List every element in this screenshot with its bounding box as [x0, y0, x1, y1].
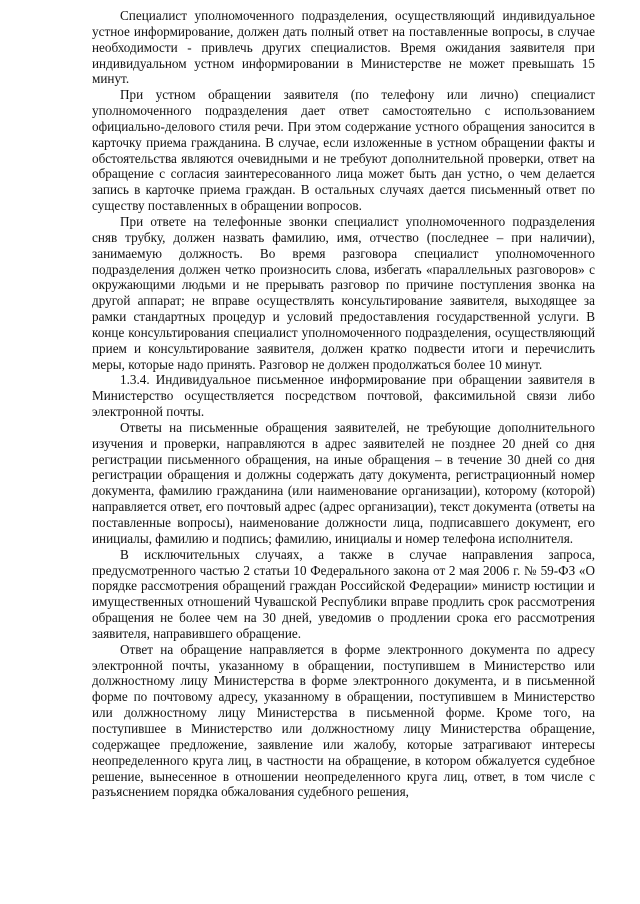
paragraph-phone-calls: При ответе на телефонные звонки специалист уполномоченного подразделения сняв трубку, должен назвать фамилию, имя, отчество (последнее – при наличии), занимаемую должность. Во время разговора специалист уполномоченного подразделения должен четко произносить слова, избегать «параллельных разговоров» с окружающими людьми и не прерывать разговор по причине поступления звонка на другой аппарат; не вправе осуществлять консультирование заявителя, выходящее за рамки стандартных процедур и условий предоставления государственной услуги. В конце консультирования специалист уполномоченного подразделения, осуществляющий прием и консультирование заявителя, должен кратко подвести итоги и перечислить меры, которые надо принять. Разговор не должен продолжаться более 10 минут.: [92, 213, 595, 372]
paragraph-oral-appeal: При устном обращении заявителя (по телефону или лично) специалист уполномоченного подразделения дает ответ самостоятельно с использованием официально-делового стиля речи. При этом содержание устного обращения заносится в карточку приема гражданина. В случае, если изложенные в устном обращении факты и обстоятельства являются очевидными и не требуют дополнительной проверки, ответ на обращение с согласия заинтересованного лица может быть дан устно, о чем делается запись в карточке приема граждан. В остальных случаях дается письменный ответ по существу поставленных в обращении вопросов.: [92, 87, 595, 214]
paragraph-individual-oral-info: Специалист уполномоченного подразделения, осуществляющий индивидуальное устное информирование, должен дать полный ответ на поставленные вопросы, в случае необходимости - привлечь других специалистов. Время ожидания заявителя при индивидуальном устном информировании в Министерстве не может превышать 15 минут.: [92, 8, 595, 87]
paragraph-written-info: 1.3.4. Индивидуальное письменное информирование при обращении заявителя в Министерство осуществляется посредством почтовой, факсимильной связи либо электронной почты.: [92, 372, 595, 420]
document-page: [92, 8, 595, 800]
paragraph-electronic-answer: Ответ на обращение направляется в форме электронного документа по адресу электронной почты, указанному в обращении, поступившем в Министерство или должностному лицу Министерства в форме электронного документа, и в письменной форме по почтовому адресу, указанному в обращении, поступившем в Министерство или должностному лицу Министерства в письменной форме. Кроме того, на поступившее в Министерство или должностному лицу Министерства обращение, содержащее предложение, заявление или жалобу, которые затрагивают интересы неопределенного круга лиц, в частности на обращение, в котором обжалуется судебное решение, вынесенное в отношении неопределенного круга лиц, ответ, в том числе с разъяснением порядка обжалования судебного решения,: [92, 641, 595, 800]
paragraph-exceptional-cases: В исключительных случаях, а также в случае направления запроса, предусмотренного частью 2 статьи 10 Федерального закона от 2 мая 2006 г. № 59-ФЗ «О порядке рассмотрения обращений граждан Российской Федерации» министр юстиции и имущественных отношений Чувашской Республики вправе продлить срок рассмотрения обращения не более чем на 30 дней, уведомив о продлении срока его рассмотрения заявителя, направившего обращение.: [92, 546, 595, 641]
paragraph-written-answers: Ответы на письменные обращения заявителей, не требующие дополнительного изучения и проверки, направляются в адрес заявителей не позднее 20 дней со дня регистрации письменного обращения, на иные обращения – в течение 30 дней со дня регистрации обращения и должны содержать дату документа, регистрационный номер документа, фамилию гражданина (или наименование организации), которому (которой) направляется ответ, его почтовый адрес (адрес организации), текст документа (ответы на поставленные вопросы), наименование должности лица, подписавшего документ, его инициалы, фамилию и подпись; фамилию, инициалы и номер телефона исполнителя.: [92, 419, 595, 546]
